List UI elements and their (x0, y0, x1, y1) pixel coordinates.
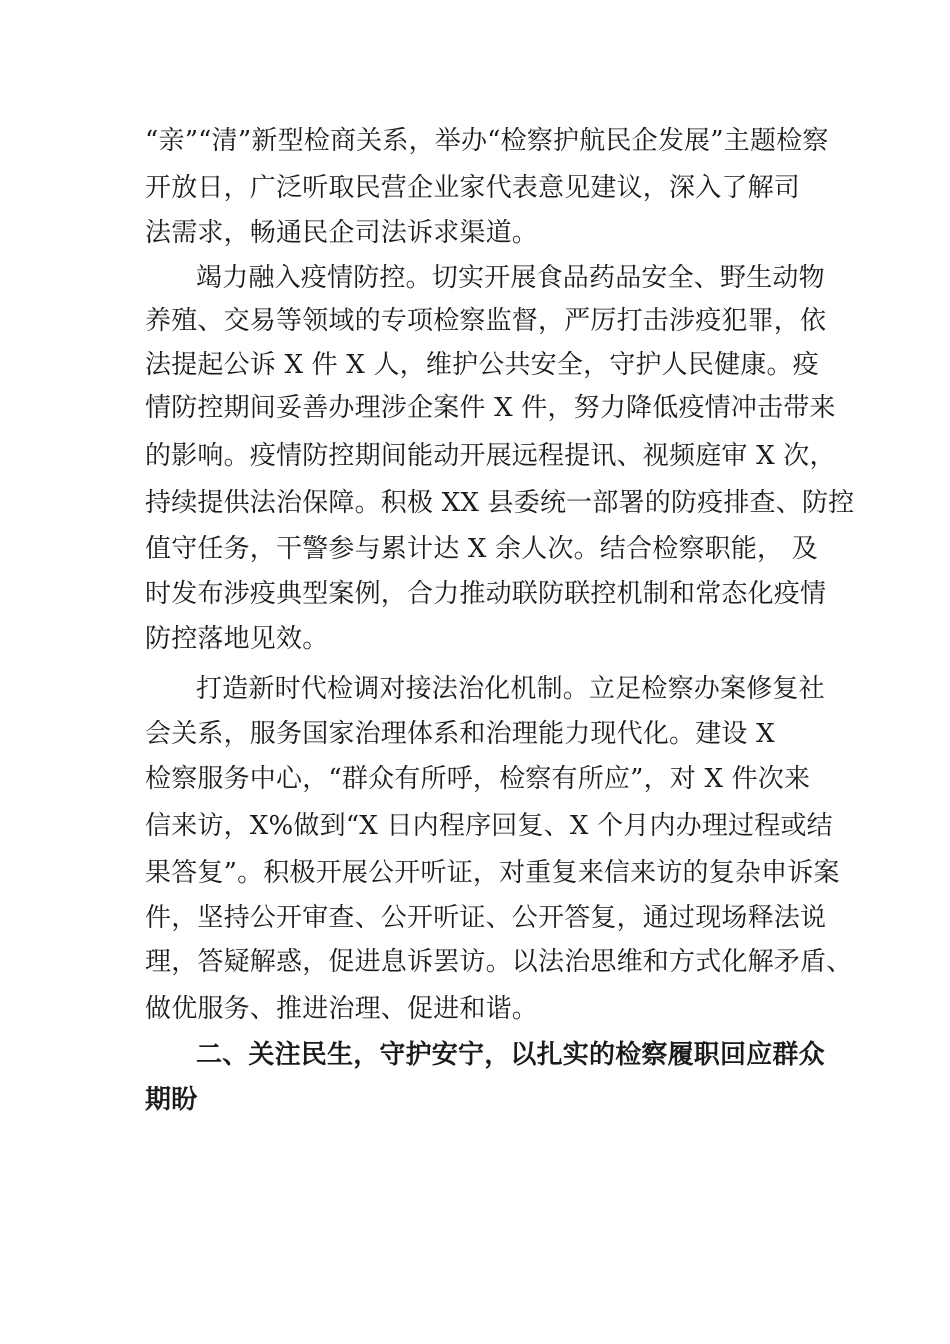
paragraph-2-line-1: 竭力融入疫情防控。切实开展食品药品安全、野生动物 (196, 263, 825, 293)
paragraph-3-line-7: 理，答疑解惑，促进息诉罢访。以法治思维和方式化解矛盾、 (145, 947, 853, 977)
paragraph-2-line-8: 时发布涉疫典型案例，合力推动联防联控机制和常态化疫情 (145, 579, 827, 609)
paragraph-2-line-7: 值守任务，干警参与累计达 X 余人次。结合检察职能， 及 (145, 534, 818, 564)
paragraph-2-line-6: 持续提供法治保障。积极 XX 县委统一部署的防疫排查、防控 (145, 488, 855, 518)
section-heading-line-2: 期盼 (145, 1085, 198, 1115)
paragraph-2-line-2: 养殖、交易等领域的专项检察监督，严厉打击涉疫犯罪，依 (145, 306, 827, 336)
paragraph-1-line-3: 法需求，畅通民企司法诉求渠道。 (145, 218, 539, 248)
paragraph-1-line-2: 开放日，广泛听取民营企业家代表意见建议，深入了解司 (145, 173, 801, 203)
paragraph-3-line-8: 做优服务、推进治理、促进和谐。 (145, 994, 539, 1024)
paragraph-1-line-1: “亲”“清”新型检商关系，举办“检察护航民企发展”主题检察 (145, 126, 829, 156)
paragraph-3-line-4: 信来访，X%做到“X 日内程序回复、X 个月内办理过程或结 (145, 811, 833, 841)
paragraph-2-line-5: 的影响。疫情防控期间能动开展远程提讯、视频庭审 X 次， (145, 441, 836, 471)
paragraph-2-line-3: 法提起公诉 X 件 X 人，维护公共安全，守护人民健康。疫 (145, 350, 819, 380)
paragraph-2-line-4: 情防控期间妥善办理涉企案件 X 件，努力降低疫情冲击带来 (145, 393, 836, 423)
paragraph-3-line-1: 打造新时代检调对接法治化机制。立足检察办案修复社 (196, 674, 825, 704)
paragraph-3-line-2: 会关系，服务国家治理体系和治理能力现代化。建设 X (145, 719, 775, 749)
paragraph-3-line-6: 件，坚持公开审查、公开听证、公开答复，通过现场释法说 (145, 903, 827, 933)
section-heading-line-1: 二、关注民生，守护安宁，以扎实的检察履职回应群众 (196, 1040, 825, 1070)
paragraph-3-line-3: 检察服务中心，“群众有所呼，检察有所应”，对 X 件次来 (145, 764, 811, 794)
paragraph-3-line-5: 果答复”。积极开展公开听证，对重复来信来访的复杂申诉案 (145, 858, 840, 888)
paragraph-2-line-9: 防控落地见效。 (145, 624, 329, 654)
